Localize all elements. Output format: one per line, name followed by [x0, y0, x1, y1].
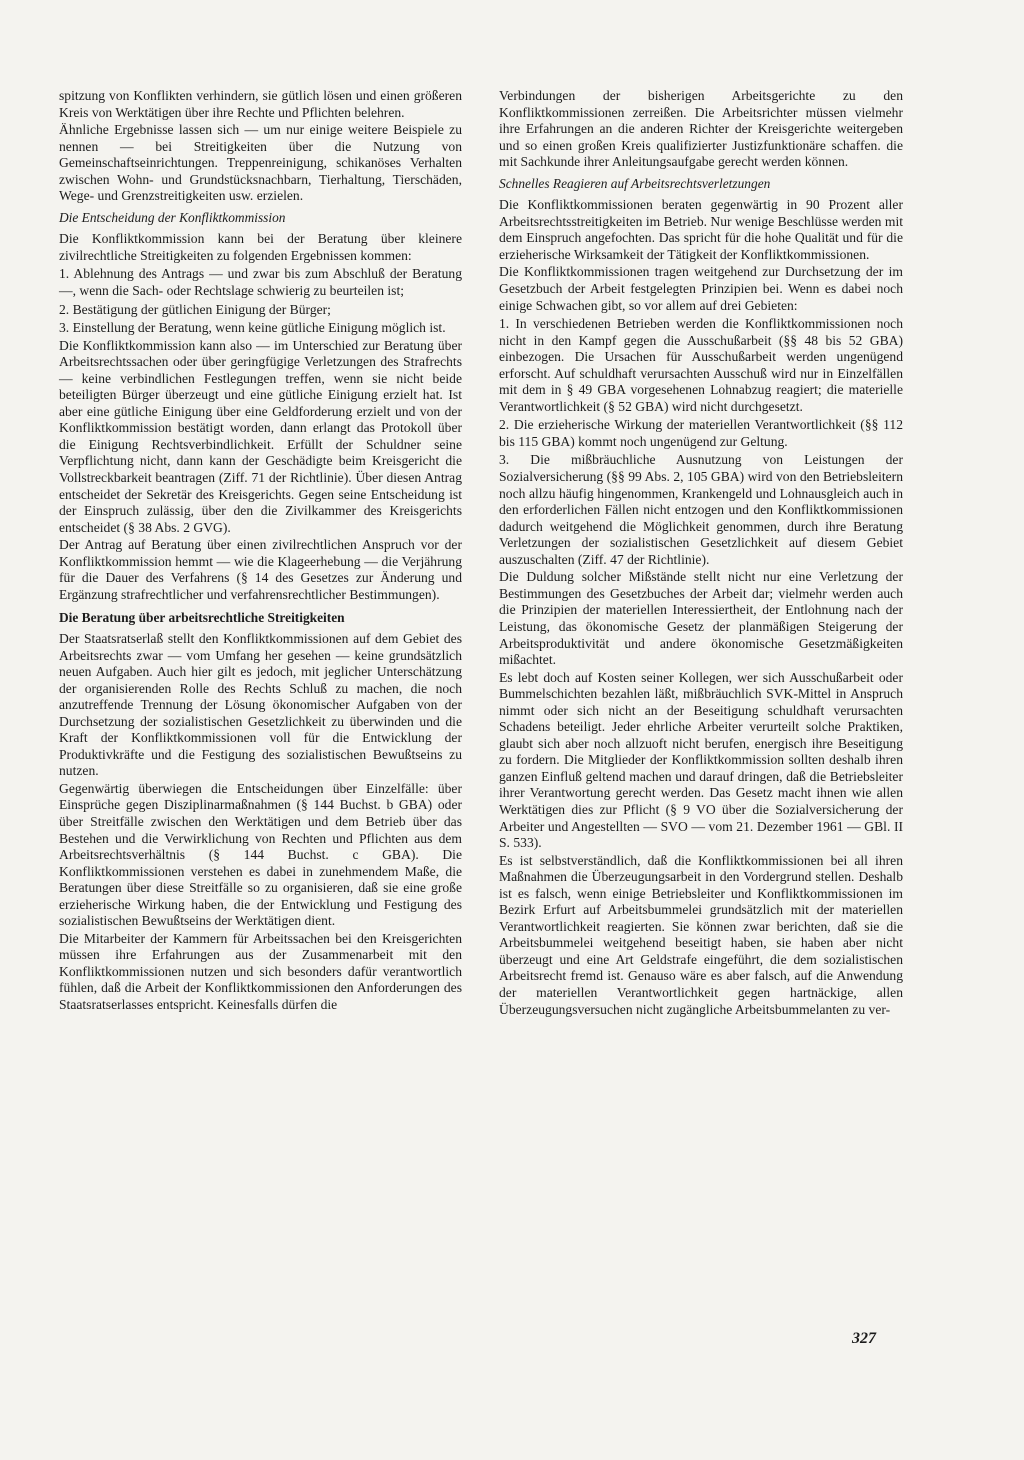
- paragraph: Es lebt doch auf Kosten seiner Kollegen, wer sich Ausschußarbeit oder Bummelschichten bezahlen läßt, mißbräuchlich SVK-Mittel in Anspruch nimmt oder sich nicht an der Beseitigung schuldhaft verursachten Schadens beteiligt. Jeder ehrliche Arbeiter verurteilt solche Praktiken, glaubt sich aber noch allzuoft nicht berufen, energisch ihre Beseitigung zu fordern. Die Mitglieder der Konfliktkommission sollten deshalb ihren ganzen Einfluß geltend machen und darauf dringen, daß die Betriebsleiter ihrer Verantwortung gerecht werden. Das Gesetz macht ihnen wie allen Werktätigen dies zur Pflicht (§ 9 VO über die Sozialversicherung der Arbeiter und Angestellten — SVO — vom 21. Dezember 1961 — GBl. II S. 533).: [499, 669, 903, 851]
- list-item: 1. Ablehnung des Antrags — und zwar bis zum Abschluß der Beratung —, wenn die Sach- oder Rechtslage schwierig zu beurteilen ist;: [59, 266, 462, 299]
- paragraph: Gegenwärtig überwiegen die Entscheidungen über Einzelfälle: über Einsprüche gegen Disziplinarmaßnahmen (§ 144 Buchst. b GBA) oder über Streitfälle zwischen den Werktätigen und dem Betrieb über das Bestehen und die Verwirklichung von Rechten und Pflichten aus dem Arbeitsrechtsverhältnis (§ 144 Buchst. c GBA). Die Konfliktkommissionen verstehen es dabei in zunehmendem Maße, die Beratungen über diese Streitfälle so zu organisieren, daß sie eine große erzieherische Wirkung haben, die der Entwicklung und Festigung des sozialistischen Bewußtseins der Werktätigen dient.: [59, 780, 462, 929]
- paragraph: Der Staatsratserlaß stellt den Konfliktkommissionen auf dem Gebiet des Arbeitsrechts zwar — vom Umfang her gesehen — keine grundsätzlich neuen Aufgaben. Auch hier gilt es jedoch, mit jeglicher Unterschätzung der organisierenden Rolle des Rechts Schluß zu machen, die noch anzutreffende Trennung der Lösung ökonomischer Aufgaben von der Durchsetzung der sozialistischen Gesetzlichkeit zu überwinden und die Kraft der Konfliktkommissionen voll für die Entwicklung der Produktivkräfte und die Festigung des sozialistischen Bewußtseins zu nutzen.: [59, 630, 462, 779]
- list-item: 1. In verschiedenen Betrieben werden die Konfliktkommissionen noch nicht in den Kampf gegen die Ausschußarbeit (§§ 48 bis 52 GBA) einbezogen. Die Ursachen für Ausschußarbeit werden ungenügend erforscht. Auf schuldhaft verursachten Ausschuß wird nur in Einzelfällen mit dem in § 49 GBA vorgesehenen Lohnabzug reagiert; die materielle Verantwortlichkeit (§ 52 GBA) wird nicht durchgesetzt.: [499, 316, 903, 414]
- paragraph: Der Antrag auf Beratung über einen zivilrechtlichen Anspruch vor der Konfliktkommission hemmt — wie die Klageerhebung — die Verjährung für die Dauer des Verfahrens (§ 14 des Gesetzes zur Änderung und Ergänzung strafrechtlicher und verfahrensrechtlicher Bestimmungen).: [59, 537, 462, 602]
- list-item: 2. Die erzieherische Wirkung der materiellen Verantwortlichkeit (§§ 112 bis 115 GBA) kommt noch ungenügend zur Geltung.: [499, 417, 903, 449]
- paragraph: Die Konfliktkommissionen tragen weitgehend zur Durchsetzung der im Gesetzbuch der Arbeit festgelegten Prinzipien bei. Wenn es dabei noch einige Schwachen gibt, so vor allem auf drei Gebieten:: [499, 264, 903, 313]
- paragraph: Die Duldung solcher Mißstände stellt nicht nur eine Verletzung der Bestimmungen des Gesetzbuches der Arbeit dar; vielmehr werden auch die Prinzipien der materiellen Interessiertheit, der Entlohnung nach der Leistung, das ökonomische Gesetz der planmäßigen Steigerung der Arbeitsproduktivität und andere ökonomische Gesetzmäßigkeiten mißachtet.: [499, 569, 903, 668]
- paragraph: Ähnliche Ergebnisse lassen sich — um nur einige weitere Beispiele zu nennen — bei Streitigkeiten über die Nutzung von Gemeinschaftseinrichtungen. Treppenreinigung, schikanöses Verhalten zwischen Wohn- und Grundstücksnachbarn, Tierhaltung, Tierschäden, Wege- und Grenzstreitigkeiten usw. erzielen.: [59, 122, 462, 204]
- paragraph: Die Konfliktkommission kann bei der Beratung über kleinere zivilrechtliche Streitigkeiten zu folgenden Ergebnissen kommen:: [59, 231, 462, 263]
- list-item: 2. Bestätigung der gütlichen Einigung der Bürger;: [59, 301, 331, 317]
- paragraph: Verbindungen der bisherigen Arbeitsgerichte zu den Konfliktkommissionen zerreißen. Die Arbeitsrichter müssen vielmehr ihre Erfahrungen an die anderen Richter der Kreisgerichte weitergeben und so einen großen Kreis qualifizierter Justizfunktionäre schaffen. die mit Sachkunde ihrer Anleitungsaufgabe gerecht werden können.: [499, 88, 903, 170]
- paragraph: spitzung von Konflikten verhindern, sie gütlich lösen und einen größeren Kreis von Werktätigen über ihre Rechte und Pflichten belehren.: [59, 88, 462, 120]
- left-column: [59, 88, 462, 1014]
- paragraph: Es ist selbstverständlich, daß die Konfliktkommissionen bei all ihren Maßnahmen die Überzeugungsarbeit in den Vordergrund stellen. Deshalb ist es falsch, wenn einige Betriebsleiter und Konfliktkommissionen im Bezirk Erfurt auf Arbeitsbummelei grundsätzlich mit der materiellen Verantwortlichkeit reagierten. Sie können zwar berichten, daß sie die Arbeitsbummelei weitgehend beseitigt haben, sie haben aber nicht überzeugt und eine Art Geldstrafe eingeführt, die dem sozialistischen Arbeitsrecht fremd ist. Genauso wäre es aber falsch, auf die Anwendung der materiellen Verantwortlichkeit gegen hartnäckige, allen Überzeugungsversuchen nicht zugängliche Arbeitsbummelanten zu ver-: [499, 852, 903, 1017]
- section-heading: Schnelles Reagieren auf Arbeitsrechtsverletzungen: [499, 175, 771, 191]
- page-number: 327: [852, 1330, 876, 1347]
- section-heading: Die Entscheidung der Konfliktkommission: [59, 209, 286, 225]
- paragraph: Die Mitarbeiter der Kammern für Arbeitssachen bei den Kreisgerichten müssen ihre Erfahrungen aus der Zusammenarbeit mit den Konfliktkommissionen nutzen und sich besonders dafür verantwortlich fühlen, daß die Arbeit der Konfliktkommissionen den Anforderungen des Staatsratserlasses entspricht. Keinesfalls dürfen die: [59, 930, 462, 1012]
- paragraph: Die Konfliktkommissionen beraten gegenwärtig in 90 Prozent aller Arbeitsrechtsstreitigkeiten im Betrieb. Nur wenige Beschlüsse werden mit dem Einspruch angefochten. Das spricht für die hohe Qualität und für die erzieherische Wirksamkeit der Tätigkeit der Konfliktkommissionen.: [499, 197, 903, 262]
- paragraph: Die Konfliktkommission kann also — im Unterschied zur Beratung über Arbeitsrechtssachen oder über geringfügige Verletzungen des Strafrechts — keine verbindlichen Festlegungen treffen, wenn sie nicht beide beteiligten Bürger überzeugt und eine gütliche Einigung erzielt hat. Ist aber eine gütliche Einigung über eine Geldforderung erzielt und von der Konfliktkommission bestätigt worden, dann erlangt das Protokoll über die Einigung Rechtsverbindlichkeit. Erfüllt der Schuldner seine Verpflichtung nicht, dann kann der Geschädigte beim Kreisgericht die Vollstreckbarkeit beantragen (Ziff. 71 der Richtlinie). Über diesen Antrag entscheidet der Sekretär des Kreisgerichts. Gegen seine Entscheidung ist der Einspruch zulässig, über den die Zivilkammer des Kreisgerichts entscheidet (§ 38 Abs. 2 GVG).: [59, 337, 462, 535]
- list-item: 3. Die mißbräuchliche Ausnutzung von Leistungen der Sozialversicherung (§§ 99 Abs. 2, 105 GBA) wird von den Betriebsleitern noch allzu häufig hingenommen, Krankengeld und Lohnausgleich auch in den erforderlichen Fällen nicht entzogen und den Konfliktkommissionen dadurch weitgehend die Möglichkeit genommen, durch ihre Beratung Verletzungen der sozialistischen Gesetzlichkeit auf diesem Gebiet auszuschalten (Ziff. 47 der Richtlinie).: [499, 452, 903, 567]
- right-column: [499, 88, 903, 1018]
- list-item: 3. Einstellung der Beratung, wenn keine gütliche Einigung möglich ist.: [59, 320, 446, 336]
- section-heading: Die Beratung über arbeitsrechtliche Streitigkeiten: [59, 610, 345, 626]
